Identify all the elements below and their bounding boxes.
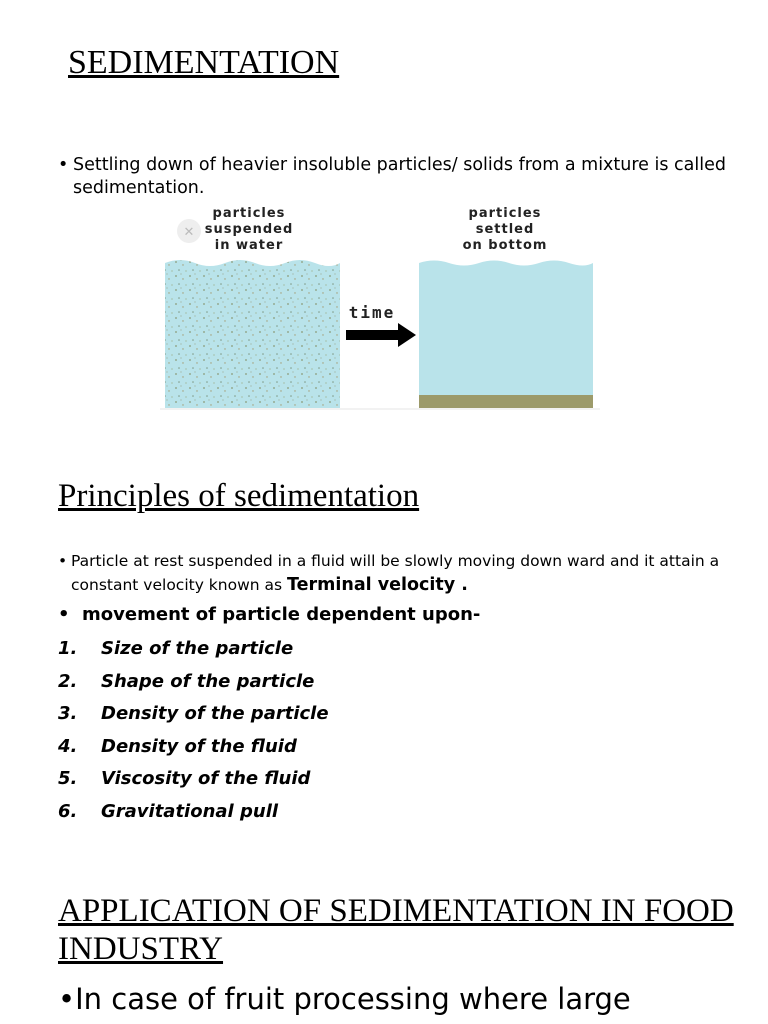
terminal-velocity-bullet [58, 549, 738, 597]
terminal-velocity-text [58, 549, 738, 597]
left-label-line2: suspended [204, 222, 294, 237]
dependence-bullet [58, 604, 480, 625]
page-title: SEDIMENTATION [68, 44, 340, 81]
clear-water [419, 261, 593, 409]
principles-heading: Principles of sedimentation [58, 478, 420, 514]
application-heading: APPLICATION OF SEDIMENTATION IN FOOD INDUSTRY [58, 893, 734, 967]
settled-sediment [419, 395, 593, 408]
principle-text: Particle at rest suspended in a fluid will be slowly moving down ward and it attain a constant velocity known as [71, 552, 720, 594]
time-label: time [348, 303, 396, 322]
list-item: 2. Shape of the particle [58, 670, 315, 692]
dependence-text: movement of particle dependent upon- [82, 604, 481, 625]
application-text: In case of fruit processing where large [75, 982, 631, 1016]
right-label-line3: on bottom [462, 238, 548, 253]
list-item: 5. Viscosity of the fluid [58, 768, 311, 789]
bullet-marker: • [58, 604, 83, 625]
bullet-marker: • [58, 552, 68, 570]
right-label-line1: particles [468, 206, 542, 221]
left-label-line1: particles [212, 206, 286, 221]
sedimentation-diagram [160, 203, 600, 415]
bullet-marker: • [58, 982, 76, 1016]
list-item: 3. Density of the particle [58, 703, 329, 724]
left-label-line3: in water [214, 238, 284, 253]
list-item: 4. Density of the fluid [58, 735, 297, 757]
factor-list [58, 636, 329, 831]
list-item: 6. Gravitational pull [58, 800, 279, 822]
suspended-particles [165, 260, 340, 408]
diagram-svg [160, 203, 600, 415]
time-arrow-icon [346, 323, 416, 347]
terminal-velocity-term: Terminal velocity . [287, 575, 468, 595]
right-label-line2: settled [475, 222, 535, 237]
definition-bullet [58, 154, 738, 200]
application-bullet [58, 982, 631, 1016]
bullet-marker: • [58, 155, 69, 175]
list-item: 1. Size of the particle [58, 638, 294, 659]
svg-text:✕: ✕ [183, 225, 195, 240]
definition-text: Settling down of heavier insoluble particles/ solids from a mixture is called sedimentation. [73, 155, 726, 198]
